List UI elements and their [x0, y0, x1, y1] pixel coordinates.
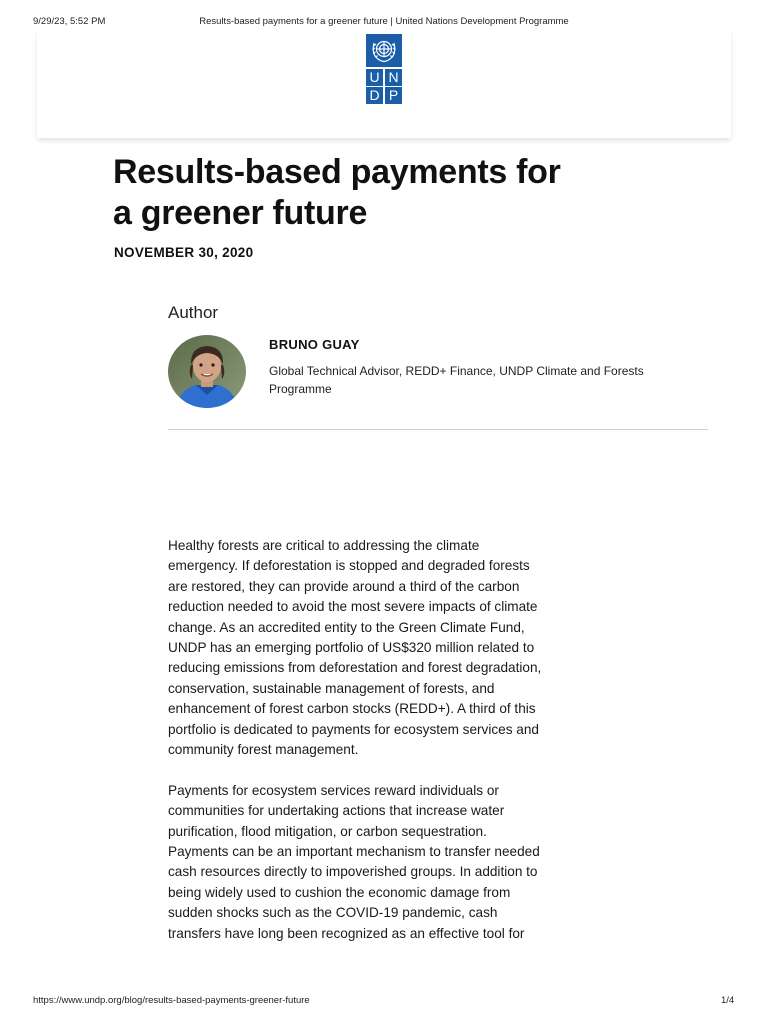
print-header: [0, 16, 768, 30]
article-title-line1: Results-based payments for: [113, 153, 561, 191]
logo-letter-n: N: [385, 69, 402, 86]
un-emblem-icon: [366, 34, 402, 67]
article-body: [168, 536, 550, 965]
author-heading: Author: [168, 303, 219, 322]
article-date: NOVEMBER 30, 2020: [114, 245, 254, 260]
print-url[interactable]: https://www.undp.org/blog/results-based-payments-greener-future: [33, 995, 310, 1006]
divider: [168, 429, 708, 430]
article-title: [113, 152, 633, 234]
logo-letter-d: D: [366, 87, 383, 104]
body-paragraph: Payments for ecosystem services reward individuals or communities for undertaking actions that increase water purification, flood mitigation, or carbon sequestration. Payments can be an important mechanism to transfer needed cash resources directly to impoverished groups. In addition to being widely used to cushion the economic damage from sudden shocks such as the COVID-19 pandemic, cash transfers have long been recognized as an effective tool for: [168, 782, 540, 941]
print-page-title: Results-based payments for a greener future | United Nations Development Programme: [199, 16, 569, 27]
author-name[interactable]: BRUNO GUAY: [269, 337, 360, 352]
author-avatar[interactable]: [168, 335, 246, 408]
author-role: Global Technical Advisor, REDD+ Finance, UNDP Climate and Forests Programme: [269, 364, 644, 396]
print-page-number: 1/4: [721, 995, 735, 1006]
body-paragraph: Healthy forests are critical to addressing the climate emergency. If deforestation is stopped and degraded forests are restored, they can provide around a third of the carbon reduction needed to avoid the most severe impacts of climate change. As an accredited entity to the Green Climate Fund, UNDP has an emerging portfolio of US$320 million related to reducing emissions from deforestation and forest degradation, conservation, sustainable management of forests, and enhancement of forest carbon stocks (REDD+). A third of this portfolio is dedicated to payments for ecosystem services and community forest management.: [168, 538, 542, 758]
logo-letter-u: U: [366, 69, 383, 86]
print-datetime: 9/29/23, 5:52 PM: [33, 16, 106, 27]
logo-letter-p: P: [385, 87, 402, 104]
article-title-line2: a greener future: [113, 194, 368, 232]
site-header: [37, 30, 731, 138]
undp-logo[interactable]: [366, 34, 402, 103]
